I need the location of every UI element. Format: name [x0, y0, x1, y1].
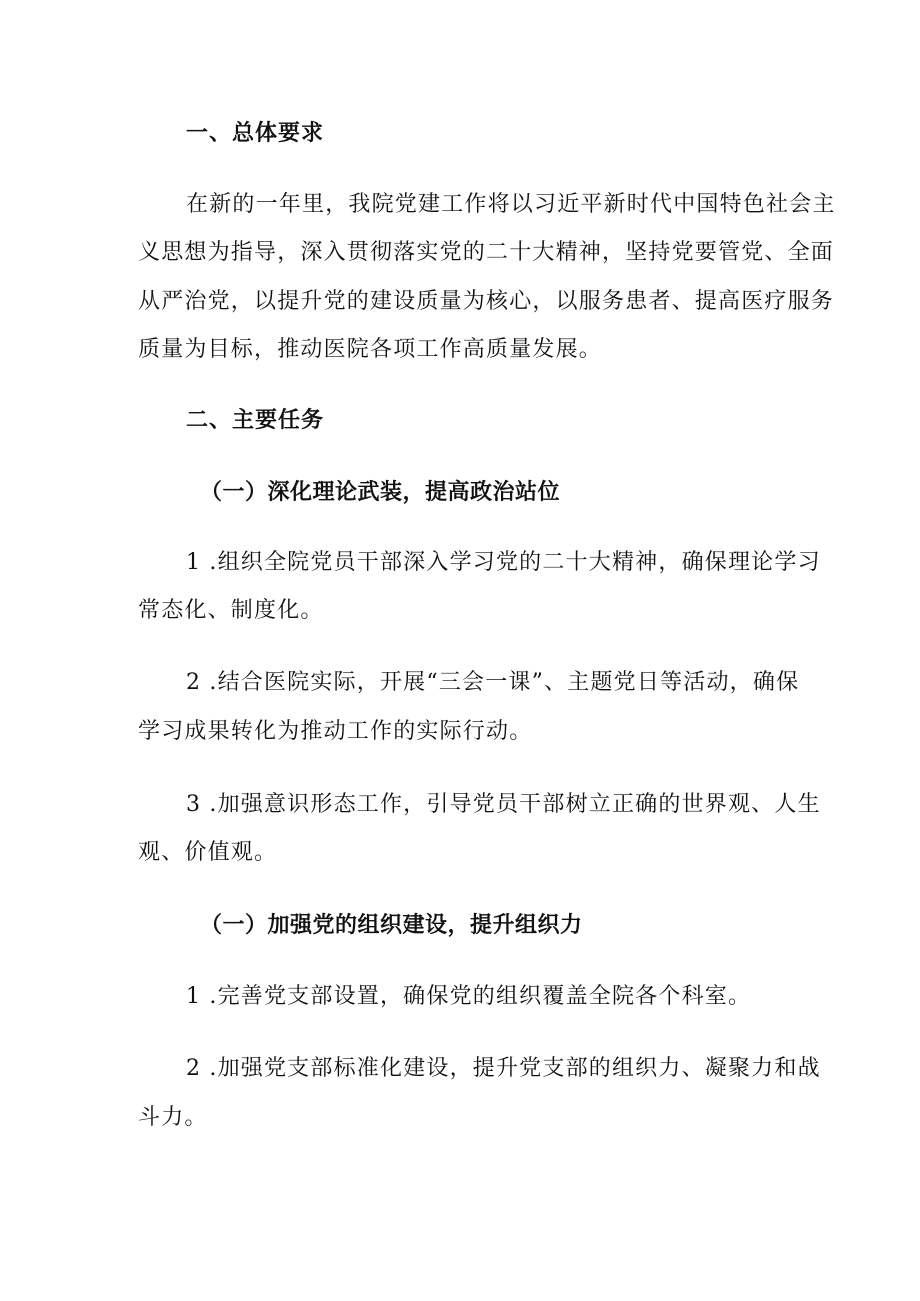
paragraph-line: 质量为目标，推动医院各项工作高质量发展。	[138, 337, 603, 362]
list-item-line: 2 .结合医院实际，开展“三会一课”、主题党日等活动，确保	[186, 670, 800, 695]
list-item-line: 1 .完善党支部设置，确保党的组织覆盖全院各个科室。	[186, 984, 752, 1009]
section-heading-main-tasks: 二、主要任务	[186, 407, 325, 433]
list-item-line: 观、价值观。	[138, 840, 278, 865]
list-item-line: 3 .加强意识形态工作，引导党员干部树立正确的世界观、人生	[186, 792, 821, 817]
list-item-line: 学习成果转化为推动工作的实际行动。	[138, 719, 533, 744]
list-item-line: 斗力。	[138, 1105, 208, 1130]
paragraph-line: 在新的一年里，我院党建工作将以习近平新时代中国特色社会主	[186, 192, 836, 217]
list-item-line: 常态化、制度化。	[138, 598, 324, 623]
list-item-line: 1 .组织全院党员干部深入学习党的二十大精神，确保理论学习	[186, 550, 821, 575]
paragraph-line: 从严治党，以提升党的建设质量为核心，以服务患者、提高医疗服务	[138, 289, 835, 314]
list-item-line: 2 .加强党支部标准化建设，提升党支部的组织力、凝聚力和战	[186, 1056, 821, 1081]
section-heading-general-requirements: 一、总体要求	[186, 120, 325, 146]
paragraph-line: 义思想为指导，深入贯彻落实党的二十大精神，坚持党要管党、全面	[138, 240, 835, 265]
subsection-heading-theory: （一）深化理论武装，提高政治站位	[200, 479, 561, 505]
subsection-heading-organization: （一）加强党的组织建设，提升组织力	[200, 912, 583, 938]
